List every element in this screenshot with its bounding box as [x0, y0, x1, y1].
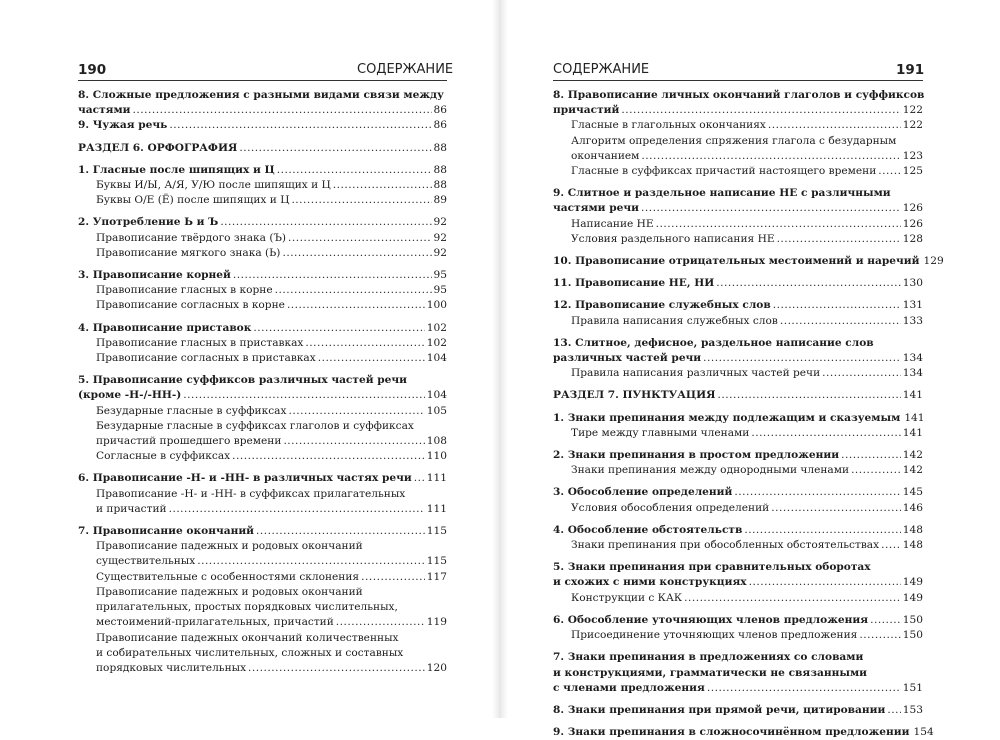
toc-entry-text: Присоединение уточняющих членов предложения — [571, 629, 858, 642]
toc-entry — [553, 388, 923, 403]
toc-entry-text: Существительные с особенностями склонения — [96, 570, 360, 583]
toc-entry-text: 7. Правописание окончаний — [78, 525, 255, 538]
toc-entry — [78, 419, 447, 449]
dot-leader — [336, 615, 425, 630]
toc-page-number: 126 — [902, 202, 923, 215]
left-page — [0, 0, 500, 718]
toc-entry — [553, 501, 923, 516]
toc-entry-text: 8. Правописание личных окончаний глаголов и суффиксов — [553, 89, 925, 101]
toc-entry-text: Правила написания различных частей речи — [571, 367, 821, 380]
toc-page-number: 120 — [426, 661, 447, 674]
toc-entry-text: существительных — [96, 555, 196, 568]
toc-entry-text: 7. Знаки препинания в предложениях со словами — [553, 651, 864, 664]
dot-leader — [233, 268, 432, 283]
toc-entry — [553, 336, 923, 366]
toc-left — [78, 88, 447, 676]
toc-entry-text: Согласные в суффиксах — [96, 450, 231, 463]
toc-entry — [78, 178, 447, 193]
toc-entry — [78, 231, 447, 246]
toc-entry-text: местоимений-прилагательных, причастий — [96, 616, 334, 629]
toc-page-number: 111 — [426, 502, 447, 515]
dot-leader — [851, 463, 901, 478]
toc-page-number: 153 — [902, 703, 923, 716]
toc-page-number: 104 — [426, 352, 447, 365]
toc-page-number: 104 — [426, 389, 447, 402]
toc-entry-text: 2. Знаки препинания в простом предложении — [553, 449, 840, 462]
toc-entry — [553, 613, 923, 628]
dot-leader — [248, 661, 425, 676]
toc-entry-text: Безударные гласные в суффиксах — [96, 404, 287, 417]
toc-page-number: 146 — [902, 501, 923, 514]
toc-entry-text: различных частей речи — [553, 352, 702, 365]
dot-leader — [870, 613, 901, 628]
toc-entry-text: 3. Обособление определений — [553, 486, 733, 499]
toc-page-number: 134 — [902, 367, 923, 380]
toc-entry-text: Правописание падежных окончаний количественных — [96, 631, 399, 644]
toc-page-number: 142 — [902, 464, 923, 477]
dot-leader — [768, 118, 901, 133]
toc-page-number: 115 — [426, 555, 447, 568]
toc-entry — [553, 134, 923, 164]
toc-entry — [78, 246, 447, 261]
toc-entry — [553, 591, 923, 606]
toc-entry-text: РАЗДЕЛ 7. ПУНКТУАЦИЯ — [553, 389, 716, 402]
toc-page-number: 89 — [433, 194, 447, 207]
dot-leader — [773, 298, 901, 313]
toc-entry — [78, 570, 447, 585]
toc-entry — [553, 232, 923, 247]
toc-entry — [553, 314, 923, 329]
toc-page-number: 92 — [433, 231, 447, 244]
right-page — [500, 0, 1000, 739]
toc-page-number: 149 — [902, 576, 923, 589]
toc-entry-text: 4. Правописание приставок — [78, 321, 252, 334]
toc-page-number: 129 — [923, 255, 944, 268]
toc-entry — [78, 524, 447, 539]
toc-entry-text: 1. Гласные после шипящих и Ц — [78, 163, 275, 176]
toc-page-number: 88 — [433, 141, 447, 154]
toc-right — [553, 88, 944, 740]
toc-page-number: 128 — [902, 232, 923, 245]
dot-leader — [822, 366, 901, 381]
toc-page-number: 88 — [433, 163, 447, 176]
toc-entry — [553, 463, 923, 478]
toc-entry-text: Правописание гласных в корне — [96, 284, 273, 297]
dot-leader — [878, 164, 900, 179]
toc-entry — [78, 193, 447, 208]
dot-leader — [684, 591, 901, 606]
toc-entry-text: причастий — [553, 104, 620, 117]
toc-entry — [553, 485, 923, 500]
dot-leader — [717, 388, 900, 403]
dot-leader — [287, 298, 425, 313]
toc-entry-text: и собирательных числительных, сложных и составных — [96, 646, 404, 659]
toc-entry-text: Условия раздельного написания НЕ — [571, 232, 775, 245]
toc-page-number: 86 — [433, 104, 447, 117]
dot-leader — [305, 336, 424, 351]
dot-leader — [841, 448, 901, 463]
toc-entry-text: 2. Употребление Ь и Ъ — [78, 216, 219, 229]
dot-leader — [859, 628, 900, 643]
toc-entry — [78, 321, 447, 336]
toc-page-number: 142 — [902, 449, 923, 462]
toc-entry-text: Знаки препинания при обособленных обстоятельствах — [571, 539, 880, 552]
toc-entry — [78, 215, 447, 230]
toc-entry — [553, 411, 923, 426]
toc-entry-text: и схожих с ними конструкциях — [553, 576, 747, 589]
dot-leader — [641, 149, 900, 164]
dot-leader — [256, 524, 425, 539]
dot-leader — [641, 201, 901, 216]
toc-entry-text: Написание НЕ — [571, 217, 654, 230]
toc-entry-text: (кроме -Н-/-НН-) — [78, 389, 182, 402]
toc-page-number: 111 — [426, 472, 447, 485]
toc-entry-text: прилагательных, простых порядковых числительных, — [96, 601, 398, 614]
dot-leader — [133, 103, 432, 118]
toc-entry — [553, 276, 923, 291]
toc-entry — [553, 703, 923, 718]
dot-leader — [220, 215, 431, 230]
toc-page-number: 119 — [426, 616, 447, 629]
toc-entry-text: окончанием — [571, 149, 640, 162]
dot-leader — [275, 283, 432, 298]
toc-entry-text: причастий прошедшего времени — [96, 435, 282, 448]
running-head-left: СОДЕРЖАНИЕ — [357, 62, 454, 77]
toc-entry-text: Правописание падежных и родовых окончаний — [96, 585, 363, 598]
toc-page-number: 141 — [902, 389, 923, 402]
toc-entry — [553, 560, 923, 590]
toc-entry — [553, 164, 923, 179]
toc-entry-text: 11. Правописание НЕ, НИ — [553, 277, 715, 290]
toc-entry — [78, 585, 447, 631]
toc-entry-text: Знаки препинания между однородными членами — [571, 464, 850, 477]
toc-entry-text: Правописание твёрдого знака (Ъ) — [96, 231, 287, 244]
toc-entry-text: частями — [78, 104, 131, 117]
toc-page-number: 108 — [426, 435, 447, 448]
toc-entry-text: с членами предложения — [553, 681, 705, 694]
header-rule-right — [553, 80, 923, 81]
page-number-right: 191 — [896, 62, 925, 78]
toc-entry-text: Тире между главными членами — [571, 426, 750, 439]
toc-entry — [78, 141, 447, 156]
toc-entry-text: Правописание согласных в приставках — [96, 352, 316, 365]
toc-entry-text: 8. Знаки препинания при прямой речи, цитировании — [553, 703, 886, 716]
toc-entry — [553, 186, 923, 216]
toc-entry — [553, 628, 923, 643]
toc-page-number: 122 — [902, 104, 923, 117]
toc-entry — [553, 725, 934, 740]
toc-entry — [78, 298, 447, 313]
toc-entry — [78, 449, 447, 464]
toc-page-number: 86 — [433, 119, 447, 132]
toc-entry — [78, 373, 447, 403]
toc-entry-text: и причастий — [96, 502, 167, 515]
toc-page-number: 110 — [426, 450, 447, 463]
dot-leader — [169, 502, 425, 517]
toc-entry-text: Условия обособления определений — [571, 501, 770, 514]
toc-entry — [78, 404, 447, 419]
dot-leader — [780, 314, 901, 329]
toc-entry-text: 6. Обособление уточняющих членов предложения — [553, 613, 869, 626]
dot-leader — [239, 141, 431, 156]
dot-leader — [183, 388, 425, 403]
toc-entry-text: Правописание мягкого знака (Ь) — [96, 246, 281, 259]
toc-page-number: 123 — [902, 149, 923, 162]
toc-entry — [553, 538, 923, 553]
dot-leader — [744, 523, 900, 538]
toc-page-number: 105 — [426, 404, 447, 417]
toc-entry-text: Правописание согласных в корне — [96, 299, 285, 312]
toc-entry-text: Гласные в глагольных окончаниях — [571, 119, 766, 132]
toc-page-number: 133 — [902, 314, 923, 327]
dot-leader — [291, 193, 431, 208]
toc-page-number: 92 — [433, 246, 447, 259]
toc-page-number: 95 — [433, 284, 447, 297]
toc-entry-text: Алгоритм определения спряжения глагола с безударным — [571, 134, 897, 147]
toc-page-number: 125 — [902, 165, 923, 178]
dot-leader — [283, 434, 424, 449]
dot-leader — [771, 501, 901, 516]
toc-entry — [78, 118, 447, 133]
toc-entry — [78, 487, 447, 517]
toc-entry — [553, 298, 923, 313]
toc-entry-text: 9. Слитное и раздельное написание НЕ с различными — [553, 187, 891, 200]
dot-leader — [333, 178, 432, 193]
page-number-left: 190 — [78, 62, 107, 78]
dot-leader — [703, 351, 901, 366]
toc-entry-text: 9. Знаки препинания в сложносочинённом предложении — [553, 726, 910, 739]
toc-entry-text: 1. Знаки препинания между подлежащим и сказуемым — [553, 411, 901, 424]
toc-entry-text: Правописание -Н- и -НН- в суффиксах прилагательных — [96, 487, 406, 500]
toc-page-number: 141 — [904, 411, 925, 424]
toc-entry-text: 8. Сложные предложения с разными видами связи между — [78, 89, 444, 101]
toc-entry — [78, 336, 447, 351]
toc-page-number: 145 — [902, 486, 923, 499]
dot-leader — [232, 449, 425, 464]
toc-page-number: 130 — [902, 277, 923, 290]
toc-page-number: 92 — [433, 216, 447, 229]
toc-page-number: 102 — [426, 336, 447, 349]
toc-page-number: 134 — [902, 352, 923, 365]
toc-entry-text: Буквы И/Ы, А/Я, У/Ю после шипящих и Ц — [96, 179, 331, 192]
toc-entry — [78, 471, 447, 486]
toc-entry — [553, 88, 923, 118]
toc-page-number: 126 — [902, 217, 923, 230]
toc-entry — [78, 268, 447, 283]
toc-page-number: 148 — [902, 539, 923, 552]
toc-entry-text: 12. Правописание служебных слов — [553, 299, 771, 312]
dot-leader — [881, 538, 901, 553]
dot-leader — [288, 404, 424, 419]
toc-page-number: 115 — [426, 525, 447, 538]
dot-leader — [361, 570, 425, 585]
toc-page-number: 122 — [902, 119, 923, 132]
dot-leader — [749, 575, 901, 590]
toc-entry — [553, 366, 923, 381]
toc-entry — [78, 631, 447, 677]
toc-entry-text: Правила написания служебных слов — [571, 314, 778, 327]
dot-leader — [414, 471, 425, 486]
running-head-right: СОДЕРЖАНИЕ — [553, 62, 650, 77]
toc-entry — [553, 254, 944, 269]
dot-leader — [169, 118, 431, 133]
toc-entry-text: 10. Правописание отрицательных местоимений и наречий — [553, 255, 920, 268]
toc-entry — [553, 426, 923, 441]
dot-leader — [716, 276, 901, 291]
toc-entry — [553, 217, 923, 232]
toc-page-number: 154 — [913, 726, 934, 739]
toc-page-number: 100 — [426, 299, 447, 312]
toc-entry — [553, 523, 923, 538]
toc-entry-text: порядковых числительных — [96, 661, 247, 674]
toc-page-number: 141 — [902, 426, 923, 439]
toc-entry — [78, 163, 447, 178]
dot-leader — [197, 554, 425, 569]
toc-entry — [78, 88, 447, 118]
toc-entry-text: 13. Слитное, дефисное, раздельное написание слов — [553, 336, 874, 349]
toc-page-number: 95 — [433, 269, 447, 282]
toc-entry — [553, 448, 923, 463]
toc-entry — [553, 118, 923, 133]
dot-leader — [318, 351, 425, 366]
toc-page-number: 88 — [433, 179, 447, 192]
toc-entry-text: Буквы О/Е (Ё) после шипящих и Ц — [96, 194, 290, 207]
toc-entry-text: 9. Чужая речь — [78, 119, 168, 132]
toc-entry-text: Правописание гласных в приставках — [96, 336, 304, 349]
toc-entry-text: Безударные гласные в суффиксах глаголов и суффиксах — [96, 419, 414, 432]
toc-entry — [78, 351, 447, 366]
toc-entry-text: 4. Обособление обстоятельств — [553, 523, 743, 536]
book-gutter — [492, 0, 508, 718]
dot-leader — [656, 217, 901, 232]
toc-page-number: 117 — [426, 570, 447, 583]
toc-entry-text: 5. Знаки препинания при сравнительных оборотах — [553, 561, 871, 574]
toc-entry-text: Конструкции с КАК — [571, 591, 683, 604]
dot-leader — [282, 246, 431, 261]
dot-leader — [277, 163, 432, 178]
toc-entry-text: РАЗДЕЛ 6. ОРФОГРАФИЯ — [78, 141, 238, 154]
dot-leader — [751, 426, 900, 441]
toc-entry-text: 6. Правописание -Н- и -НН- в различных частях речи — [78, 472, 412, 485]
toc-entry-text: частями речи — [553, 202, 639, 215]
dot-leader — [621, 103, 900, 118]
header-rule-left — [78, 80, 447, 81]
dot-leader — [707, 681, 901, 696]
toc-entry-text: 3. Правописание корней — [78, 269, 231, 282]
toc-entry — [78, 283, 447, 298]
toc-entry-text: Правописание падежных и родовых окончаний — [96, 540, 363, 553]
toc-entry — [553, 650, 923, 696]
toc-page-number: 131 — [902, 299, 923, 312]
dot-leader — [288, 231, 431, 246]
dot-leader — [777, 232, 901, 247]
toc-entry-text: 5. Правописание суффиксов различных частей речи — [78, 374, 407, 387]
toc-page-number: 148 — [902, 523, 923, 536]
toc-entry-text: и конструкциями, грамматически не связанными — [553, 666, 868, 679]
dot-leader — [253, 321, 424, 336]
toc-page-number: 149 — [902, 591, 923, 604]
toc-entry — [78, 539, 447, 569]
toc-entry-text: Гласные в суффиксах причастий настоящего времени — [571, 165, 877, 178]
toc-page-number: 150 — [902, 613, 923, 626]
dot-leader — [734, 485, 900, 500]
toc-page-number: 151 — [902, 681, 923, 694]
dot-leader — [887, 703, 900, 718]
toc-page-number: 102 — [426, 321, 447, 334]
toc-page-number: 150 — [902, 629, 923, 642]
